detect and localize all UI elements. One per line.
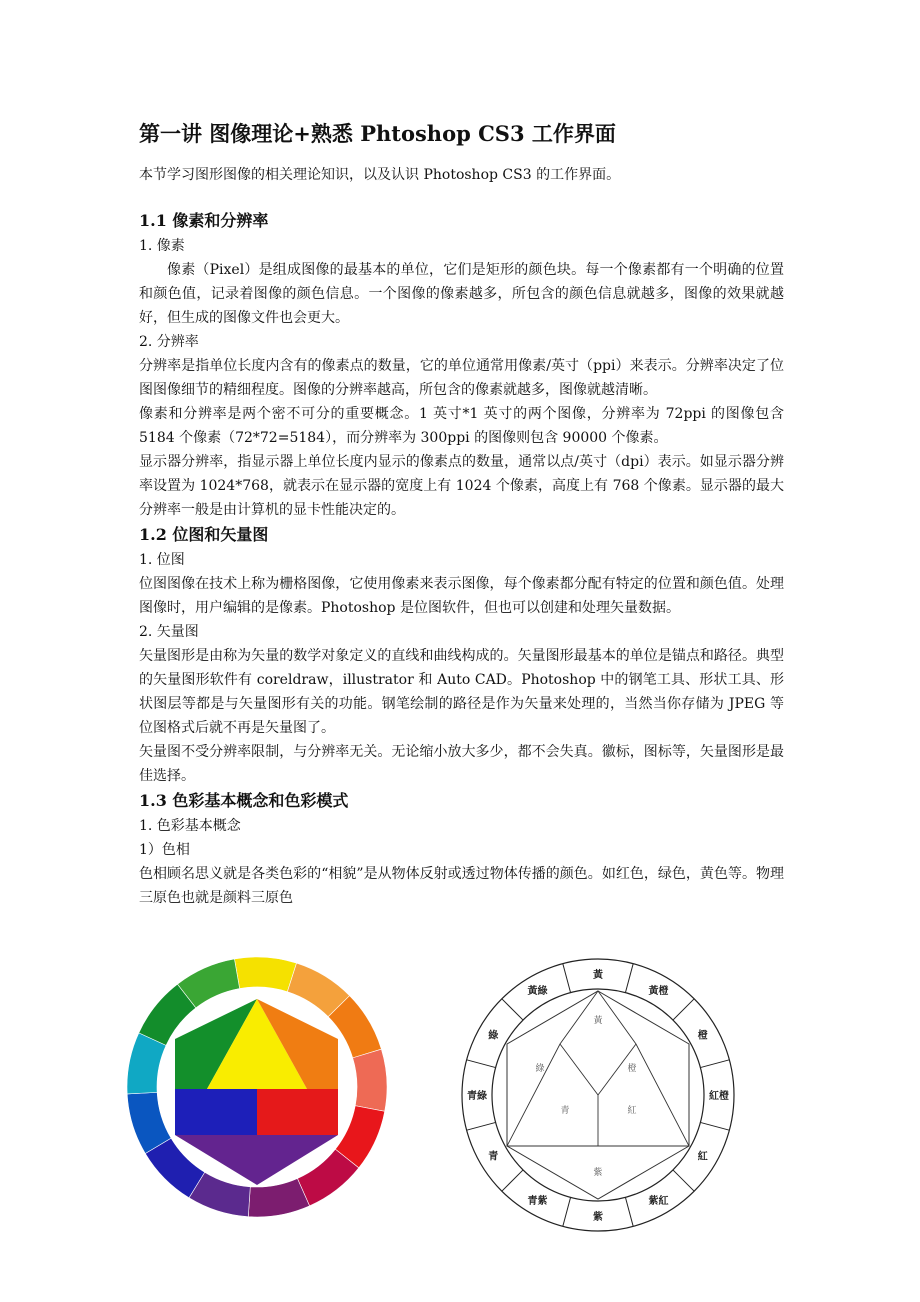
paragraph-resolution: 分辨率是指单位长度内含有的像素点的数量，它的单位通常用像素/英寸（ppi）来表示。分辨率决定了位图图像细节的精细程度。图像的分辨率越高，所包含的像素就越多，图像就越清晰。: [139, 358, 784, 398]
outer-hue-label: 黃綠: [527, 986, 548, 998]
paragraph-pixel-resolution: 像素和分辨率是两个密不可分的重要概念。1 英寸*1 英寸的两个图像，分辨率为 72ppi 的图像包含 5184 个像素（72*72=5184），而分辨率为 300ppi 的图像则包含 90000 个像素。: [139, 406, 784, 446]
inner-hue-label: 黃: [593, 1016, 603, 1026]
subheading-color-concepts: 1. 色彩基本概念: [139, 818, 241, 834]
triangle-blue: [175, 1089, 257, 1135]
subheading-resolution: 2. 分辨率: [139, 334, 199, 350]
outer-hue-label: 紅: [697, 1151, 708, 1163]
outer-hue-label: 紫: [593, 1212, 603, 1223]
outer-hue-label: 橙: [697, 1030, 708, 1042]
document-body: [139, 118, 784, 910]
inner-hue-label: 紅: [627, 1106, 637, 1116]
subheading-hue: 1）色相: [139, 842, 190, 858]
outer-hue-label: 紅橙: [709, 1091, 729, 1102]
subheading-pixel: 1. 像素: [139, 238, 185, 254]
outer-hue-label: 青綠: [467, 1091, 487, 1102]
intro-paragraph: 本节学习图形图像的相关理论知识，以及认识 Photoshop CS3 的工作界面。: [139, 167, 621, 183]
triangle-red: [257, 1089, 338, 1135]
color-wheel-figures: [0, 953, 920, 1233]
outer-hue-label: 黃橙: [648, 986, 669, 998]
outer-hue-label: 青紫: [527, 1195, 548, 1207]
inner-hue-label: 橙: [627, 1064, 637, 1074]
outer-hue-label: 紫紅: [648, 1195, 669, 1207]
outer-hue-label: 黃: [593, 970, 603, 981]
ring-segment: [353, 1049, 387, 1111]
outer-hue-label: 綠: [488, 1030, 499, 1042]
color-wheel-colored: [127, 957, 387, 1217]
paragraph-vector-benefit: 矢量图不受分辨率限制，与分辨率无关。无论缩小放大多少，都不会失真。徽标，图标等，矢量图形是最佳选择。: [139, 744, 784, 784]
section-heading-1-2: 1.2 位图和矢量图: [139, 525, 269, 544]
page-title: 第一讲 图像理论+熟悉 Phtoshop CS3 工作界面: [139, 121, 616, 146]
subheading-bitmap: 1. 位图: [139, 552, 185, 568]
ring-segment: [234, 957, 296, 992]
inner-hue-label: 青: [560, 1106, 570, 1116]
inner-hue-label: 綠: [535, 1064, 545, 1074]
color-wheel-labeled: [458, 957, 740, 1233]
subheading-vector: 2. 矢量图: [139, 624, 199, 640]
paragraph-hue: 色相顾名思义就是各类色彩的“相貌”是从物体反射或透过物体传播的颜色。如红色，绿色，黄色等。物理三原色也就是颜料三原色: [139, 866, 784, 906]
inner-hue-label: 紫: [593, 1168, 603, 1178]
paragraph-pixel: 像素（Pixel）是组成图像的最基本的单位，它们是矩形的颜色块。每一个像素都有一个明确的位置和颜色值，记录着图像的颜色信息。一个图像的像素越多，所包含的颜色信息就越多，图像的效果就越好，但生成的图像文件也会更大。: [139, 262, 784, 326]
paragraph-monitor-resolution: 显示器分辨率，指显示器上单位长度内显示的像素点的数量，通常以点/英寸（dpi）表示。如显示器分辨率设置为 1024*768，就表示在显示器的宽度上有 1024 个像素，高度上有 768 个像素。显示器的最大分辨率一般是由计算机的显卡性能决定的。: [139, 454, 784, 518]
section-heading-1-1: 1.1 像素和分辨率: [139, 211, 269, 230]
paragraph-vector: 矢量图形是由称为矢量的数学对象定义的直线和曲线构成的。矢量图形最基本的单位是锚点和路径。典型的矢量图形软件有 coreldraw，illustrator 和 Auto CAD。Photoshop 中的钢笔工具、形状工具、形状图层等都是与矢量图形有关的功能。钢笔绘制的路径是作为矢量来处理的，当然当你存储为 JPEG 等位图格式后就不再是矢量图了。: [139, 648, 784, 736]
section-heading-1-3: 1.3 色彩基本概念和色彩模式: [139, 791, 349, 810]
outer-hue-label: 青: [488, 1151, 499, 1163]
paragraph-bitmap: 位图图像在技术上称为栅格图像，它使用像素来表示图像，每个像素都分配有特定的位置和颜色值。处理图像时，用户编辑的是像素。Photoshop 是位图软件，但也可以创建和处理矢量数据。: [139, 576, 784, 616]
